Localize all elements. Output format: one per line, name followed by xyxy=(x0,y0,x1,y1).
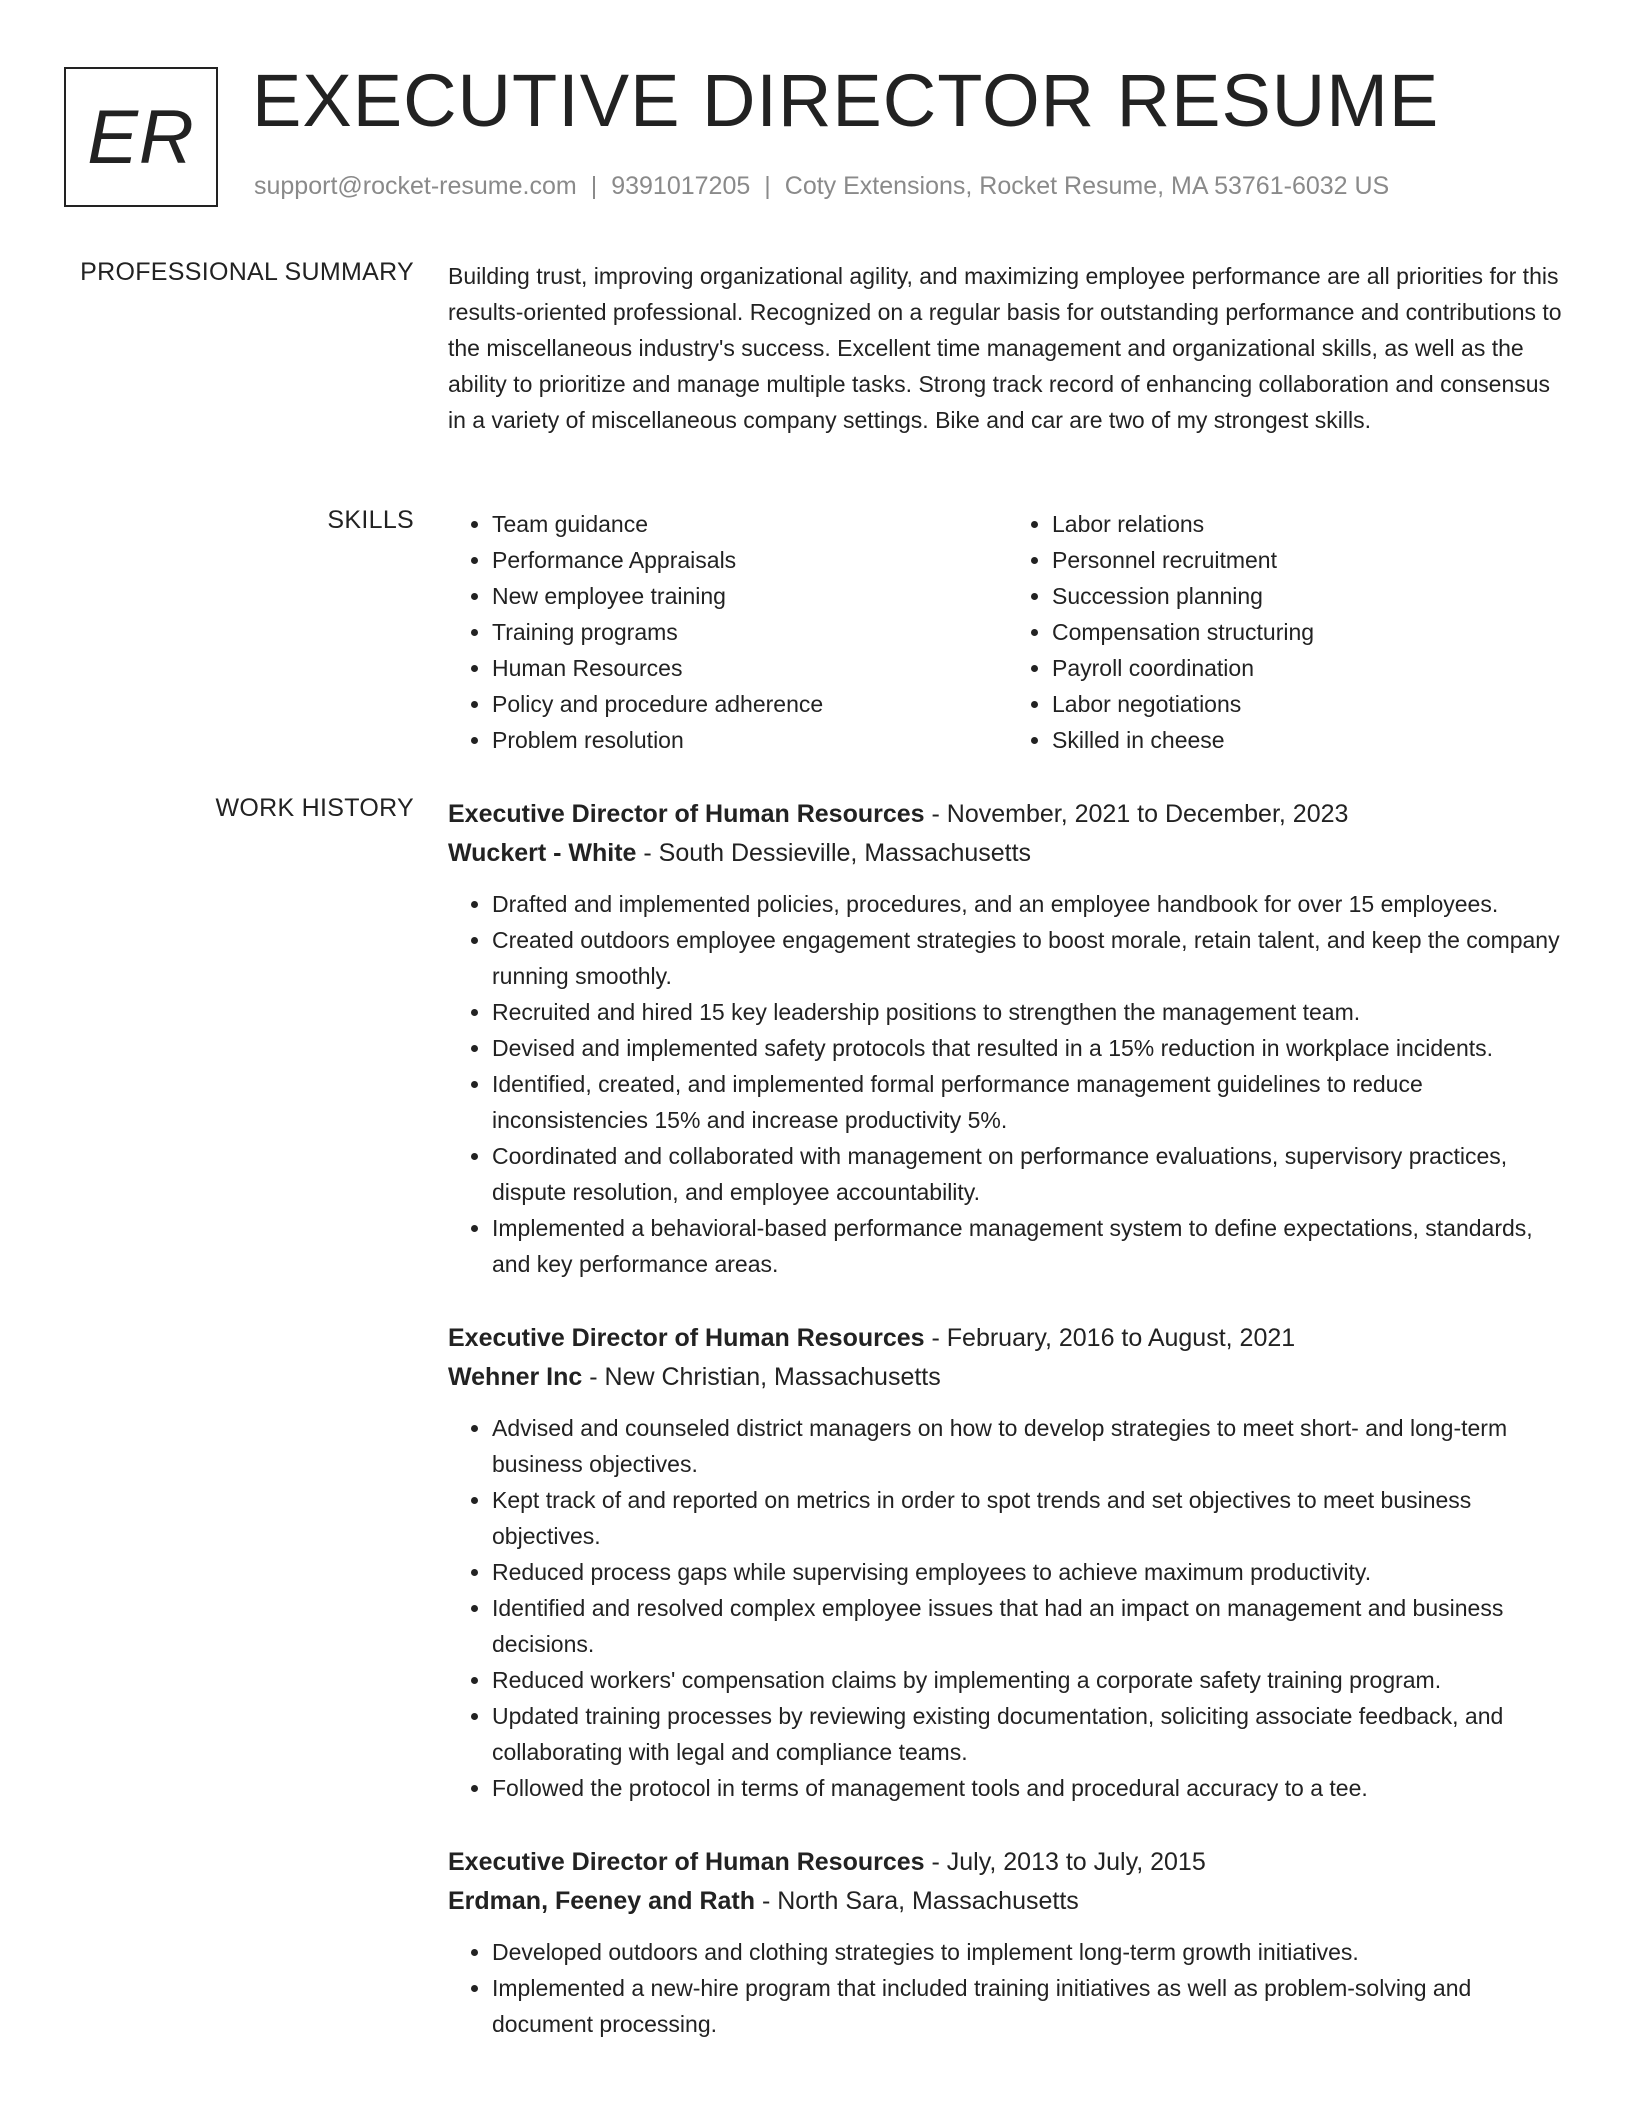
job-company: Wehner Inc xyxy=(448,1363,583,1391)
job-company: Wuckert - White xyxy=(448,839,637,867)
job-bullet-list xyxy=(448,1934,1568,2042)
contact-separator: | xyxy=(590,172,598,200)
work-history-body xyxy=(448,794,1568,2078)
summary-body xyxy=(448,258,1568,438)
job-bullet: • Followed the protocol in terms of management tools and procedural accuracy to a tee. xyxy=(492,1770,1568,1806)
skill-item: • Payroll coordination xyxy=(1052,650,1568,686)
job-company-line xyxy=(448,1358,1568,1396)
job-title-line xyxy=(448,794,1568,834)
skill-item: • Compensation structuring xyxy=(1052,614,1568,650)
job-bullet: • Implemented a new-hire program that included training initiatives as well as problem-solving and document processing. xyxy=(492,1970,1568,2042)
skills-list-left xyxy=(448,506,1008,758)
job-bullet: • Reduced workers' compensation claims by implementing a corporate safety training program. xyxy=(492,1662,1568,1698)
summary-section xyxy=(64,258,1564,478)
job-title: Executive Director of Human Resources xyxy=(448,800,925,828)
job-title-line xyxy=(448,1318,1568,1358)
job-bullet: • Advised and counseled district managers on how to develop strategies to meet short- and long-term business objectives. xyxy=(492,1410,1568,1482)
job-bullet: • Identified, created, and implemented formal performance management guidelines to reduce inconsistencies 15% and increase productivity 5%. xyxy=(492,1066,1568,1138)
job-company-line xyxy=(448,1882,1568,1920)
monogram-badge: ER xyxy=(64,67,218,207)
work-history-section xyxy=(64,794,1564,2112)
job-bullet-list xyxy=(448,886,1568,1282)
job-dates: - February, 2016 to August, 2021 xyxy=(924,1324,1296,1352)
job-bullet: • Implemented a behavioral-based performance management system to define expectations, standards, and key performance areas. xyxy=(492,1210,1568,1282)
skill-item: • Labor relations xyxy=(1052,506,1568,542)
job-bullet: • Developed outdoors and clothing strategies to implement long-term growth initiatives. xyxy=(492,1934,1568,1970)
job-bullet: • Created outdoors employee engagement strategies to boost morale, retain talent, and keep the company running smoothly. xyxy=(492,922,1568,994)
section-label-skills: SKILLS xyxy=(327,506,414,534)
job-bullet: • Identified and resolved complex employee issues that had an impact on management and business decisions. xyxy=(492,1590,1568,1662)
skills-body xyxy=(448,506,1568,758)
section-label-work-history: WORK HISTORY xyxy=(215,794,414,822)
skill-item: • Human Resources xyxy=(492,650,1008,686)
job-company: Erdman, Feeney and Rath xyxy=(448,1887,756,1915)
summary-text: Building trust, improving organizational agility, and maximizing employee performance are all priorities for this results-oriented professional. Recognized on a regular basis for outstanding performance and contributions to the miscellaneous industry's success. Excellent time management and organizational skills, as well as the ability to prioritize and manage multiple tasks. Strong track record of enhancing collaboration and consensus in a variety of miscellaneous company settings. Bike and car are two of my strongest skills. xyxy=(448,263,1562,433)
resume-title: EXECUTIVE DIRECTOR RESUME xyxy=(252,59,1440,142)
job-title: Executive Director of Human Resources xyxy=(448,1324,925,1352)
job-dates: - July, 2013 to July, 2015 xyxy=(924,1848,1206,1876)
skill-item: • Policy and procedure adherence xyxy=(492,686,1008,722)
contact-email[interactable]: support@rocket-resume.com xyxy=(254,172,577,200)
job-company-line xyxy=(448,834,1568,872)
skill-item: • Problem resolution xyxy=(492,722,1008,758)
skill-item: • Training programs xyxy=(492,614,1008,650)
skills-list-right xyxy=(1008,506,1568,758)
job-title: Executive Director of Human Resources xyxy=(448,1848,925,1876)
contact-line xyxy=(254,172,1389,201)
contact-separator: | xyxy=(764,172,771,200)
contact-phone[interactable]: 9391017205 xyxy=(611,172,751,200)
skills-columns xyxy=(448,506,1568,758)
job-location: - New Christian, Massachusetts xyxy=(582,1363,941,1391)
section-label-summary: PROFESSIONAL SUMMARY xyxy=(80,258,414,286)
job-entry xyxy=(448,794,1568,1282)
skill-item: • Performance Appraisals xyxy=(492,542,1008,578)
job-bullet: • Updated training processes by reviewing existing documentation, soliciting associate feedback, and collaborating with legal and compliance teams. xyxy=(492,1698,1568,1770)
job-bullet: • Kept track of and reported on metrics in order to spot trends and set objectives to meet business objectives. xyxy=(492,1482,1568,1554)
job-bullet: • Recruited and hired 15 key leadership positions to strengthen the management team. xyxy=(492,994,1568,1030)
job-entry xyxy=(448,1842,1568,2042)
skill-item: • Succession planning xyxy=(1052,578,1568,614)
resume-header xyxy=(64,59,1584,212)
job-location: - North Sara, Massachusetts xyxy=(755,1887,1079,1915)
skill-item: • Skilled in cheese xyxy=(1052,722,1568,758)
job-bullet: • Coordinated and collaborated with management on performance evaluations, supervisory practices, dispute resolution, and employee accountability. xyxy=(492,1138,1568,1210)
job-entry xyxy=(448,1318,1568,1806)
job-dates: - November, 2021 to December, 2023 xyxy=(924,800,1349,828)
job-location: - South Dessieville, Massachusetts xyxy=(636,839,1032,867)
job-bullet-list xyxy=(448,1410,1568,1806)
skills-section xyxy=(64,506,1564,776)
job-bullet: • Drafted and implemented policies, procedures, and an employee handbook for over 15 employees. xyxy=(492,886,1568,922)
skill-item: • Personnel recruitment xyxy=(1052,542,1568,578)
job-bullet: • Devised and implemented safety protocols that resulted in a 15% reduction in workplace incidents. xyxy=(492,1030,1568,1066)
contact-address: Coty Extensions, Rocket Resume, MA 53761-6032 US xyxy=(784,172,1390,200)
skill-item: • New employee training xyxy=(492,578,1008,614)
skill-item: • Team guidance xyxy=(492,506,1008,542)
job-title-line xyxy=(448,1842,1568,1882)
job-bullet: • Reduced process gaps while supervising employees to achieve maximum productivity. xyxy=(492,1554,1568,1590)
skill-item: • Labor negotiations xyxy=(1052,686,1568,722)
